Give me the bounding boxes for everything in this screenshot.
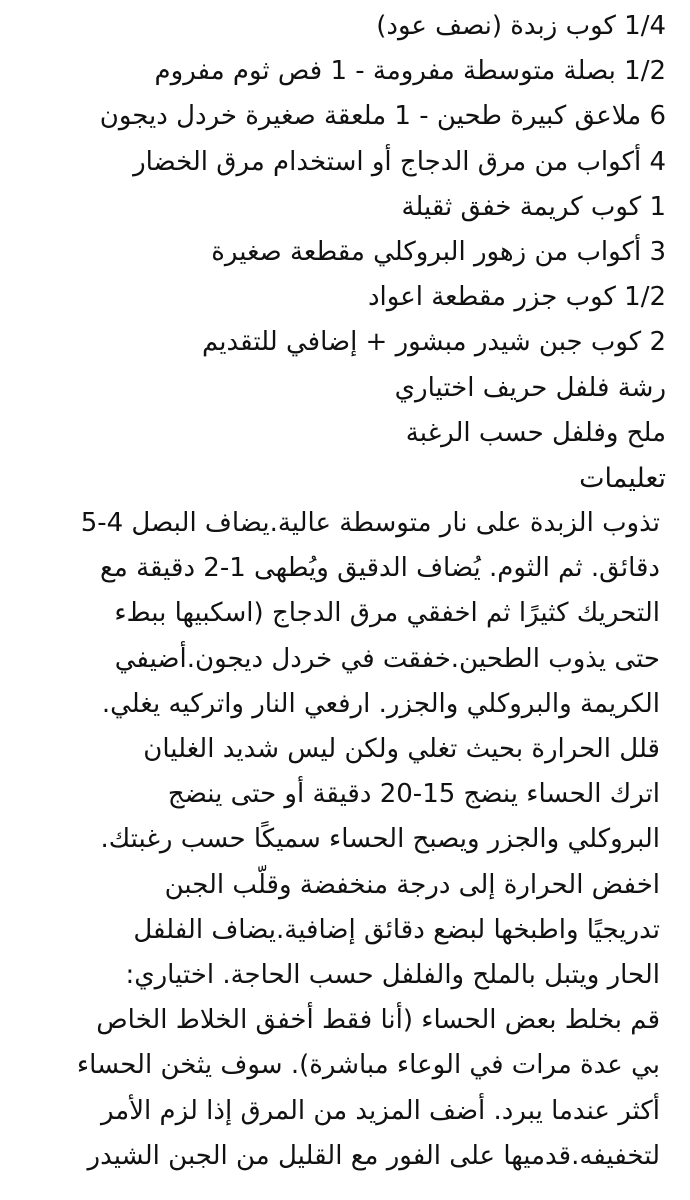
instructions-heading: تعليمات [579,462,666,494]
instructions-line: اخفض الحرارة إلى درجة منخفضة وقلّب الجبن [164,869,660,900]
instructions-line: بي عدة مرات في الوعاء مباشرة). سوف يثخن الحساء [76,1050,660,1081]
ingredient-line: 1/4 كوب زبدة (نصف عود) [376,11,666,41]
instructions-line: أكثر عندما يبرد. أضف المزيد من المرق إذا لزم الأمر [100,1095,660,1126]
ingredient-line: 1/2 بصلة متوسطة مفرومة - 1 فص ثوم مفروم [154,56,666,87]
instructions-line: حتى يذوب الطحين.خفقت في خردل ديجون.أضيفي [114,643,660,674]
ingredient-line: 1/2 كوب جزر مقطعة اعواد [367,282,666,313]
ingredient-line: ملح وفلفل حسب الرغبة [405,417,666,448]
instructions-line: لتخفيفه.قدميها على الفور مع القليل من الجبن الشيدر [87,1140,660,1171]
instructions-line: الكريمة والبروكلي والجزر. ارفعي النار واتركيه يغلي. [101,688,660,719]
instructions-line: البروكلي والجزر ويصبح الحساء سميكًا حسب رغبتك. [100,824,660,855]
ingredient-line: 2 كوب جبن شيدر مبشور + إضافي للتقديم [201,327,666,358]
ingredient-line: 4 أكواب من مرق الدجاج أو استخدام مرق الخضار [133,146,666,177]
ingredient-line: رشة فلفل حريف اختياري [394,372,666,403]
ingredient-line: 6 ملاعق كبيرة طحين - 1 ملعقة صغيرة خردل ديجون [99,101,666,132]
instructions-line: الحار ويتبل بالملح والفلفل حسب الحاجة. اختياري: [125,959,660,990]
instructions-line: تدريجيًا واطبخها لبضع دقائق إضافية.يضاف الفلفل [133,914,660,945]
instructions-line: التحريك كثيرًا ثم اخفقي مرق الدجاج (اسكبيها ببطء [114,598,660,629]
instructions-line: دقائق. ثم الثوم. يُضاف الدقيق ويُطهى 1-2 دقيقة مع [100,553,660,584]
ingredient-line: 3 أكواب من زهور البروكلي مقطعة صغيرة [211,236,666,267]
instructions-line: تذوب الزبدة على نار متوسطة عالية.يضاف البصل 4-5 [80,508,660,539]
instructions-line: قم بخلط بعض الحساء (أنا فقط أخفق الخلاط الخاص [96,1005,660,1036]
ingredient-line: 1 كوب كريمة خفق ثقيلة [401,191,666,222]
instructions-line: اترك الحساء ينضج 15-20 دقيقة أو حتى ينضج [167,779,660,810]
instructions-line: قلل الحرارة بحيث تغلي ولكن ليس شديد الغليان [143,734,660,764]
